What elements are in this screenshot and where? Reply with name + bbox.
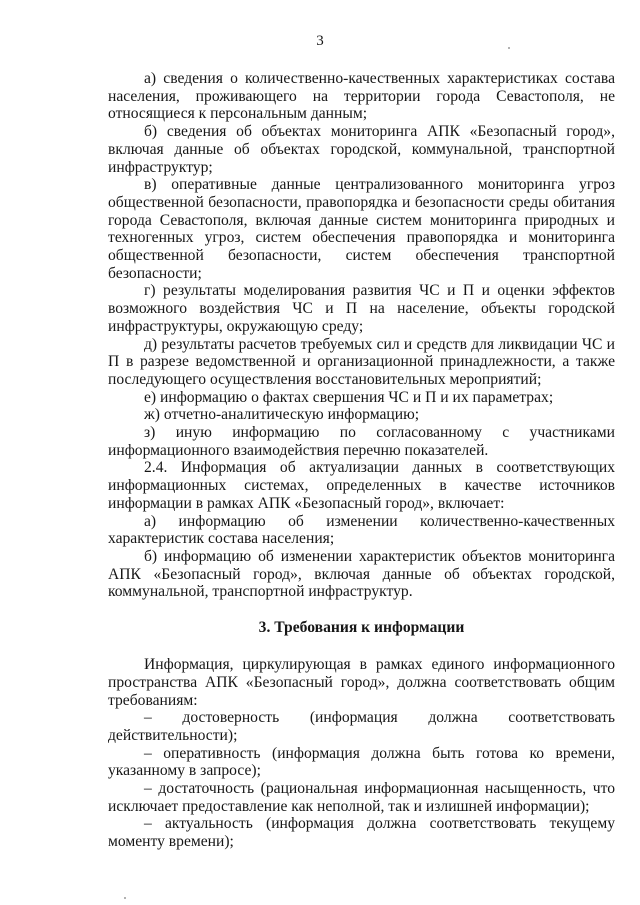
list-item-e: е) информацию о фактах свершения ЧС и П и их параметрах;	[144, 388, 554, 406]
clause-2-4-item-b: б) информацию об изменении характеристик объектов мониторинга АПК «Безопасный город», включая данные об объектах городской, коммунальной, транспортной инфраструктур.	[108, 547, 615, 601]
requirement-item: – достоверность (информация должна соответствовать действительности);	[108, 709, 615, 744]
requirement-item: – достаточность (рациональная информационная насыщенность, что исключает предоставление как неполной, так и излишней информации);	[108, 780, 615, 815]
section-intro: Информация, циркулирующая в рамках единого информационного пространства АПК «Безопасный город», должна соответствовать общим требованиям:	[108, 656, 615, 709]
list-item-g: г) результаты моделирования развития ЧС и П и оценки эффектов возможного воздействия ЧС и П на население, объекты городской инфраструктуры, окружающую среду;	[108, 282, 615, 335]
document-body	[108, 70, 615, 851]
scan-speck	[124, 897, 126, 899]
requirement-item: – актуальность (информация должна соответствовать текущему моменту времени);	[108, 815, 615, 851]
list-item-b: б) сведения об объектах мониторинга АПК «Безопасный город», включая данные об объектах городской, коммунальной, транспортной инфраструктур;	[108, 123, 615, 176]
section-heading: 3. Требования к информации	[258, 619, 465, 637]
list-item-d: д) результаты расчетов требуемых сил и средств для ликвидации ЧС и П в разрезе ведомственной и организационной принадлежности, а также последующего осуществления восстановительных мероприятий;	[108, 335, 615, 388]
list-item-v: в) оперативные данные централизованного мониторинга угроз общественной безопасности, правопорядка и безопасности среды обитания города Севастополя, включая данные систем мониторинга природных и техногенных угроз, систем обеспечения правопорядка и мониторинга общественной безопасности, систем обеспечения транспортной безопасности;	[108, 176, 615, 282]
list-item-zh: ж) отчетно-аналитическую информацию;	[144, 406, 420, 424]
page-number: 3	[316, 33, 324, 49]
list-item-a: а) сведения о количественно-качественных характеристиках состава населения, проживающего на территории города Севастополя, не относящиеся к персональным данным;	[108, 70, 615, 123]
clause-2-4-item-a: а) информацию об изменении количественно-качественных характеристик состава населения;	[108, 512, 615, 548]
requirement-item: – оперативность (информация должна быть готова ко времени, указанному в запросе);	[108, 744, 615, 780]
list-item-z: з) иную информацию по согласованному с участниками информационного взаимодействия перечню показателей.	[108, 424, 615, 459]
clause-2-4: 2.4. Информация об актуализации данных в соответствующих информационных системах, определенных в качестве источников информации в рамках АПК «Безопасный город», включает:	[108, 459, 615, 512]
scan-speck	[508, 47, 510, 49]
